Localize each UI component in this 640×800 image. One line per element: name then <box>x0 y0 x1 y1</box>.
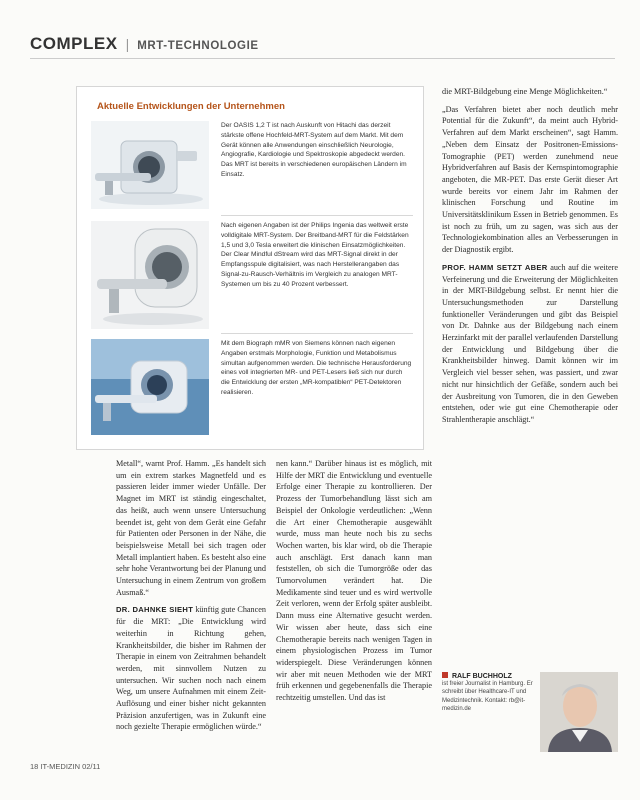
paragraph-text: „Das Verfahren bietet aber noch deutlich mehr Potential für die Zukunft“, da meint auch Hybrid-Verfahren auf dem Markt erscheinen“, sagt Hamm. „Neben dem Einsatz der Positronen-Emissions-Tomographie (PET) werden zunehmend neue Hybridverfahren auf Basis der Kernspintomographie angeboten, die MR-PET. Das erste Gerät dieser Art wurde bereits vor einem Jahr im Rahmen der klinischen Forschung und Routine im Universitätsklinikum Essen in Betrieb genommen. Es ist noch zu früh, um zu sagen, was sich aus der Technologiekombination alles an Verbesserungen in der Diagnostik ergibt. <box>442 104 618 255</box>
text-column-1 <box>116 458 266 739</box>
paragraph-text: auch auf die weitere Verfeinerung und die Erweiterung der Möglichkeiten in der MRT-Bildgebung selbst. Er nennt hier die Untersuchungsmethoden zur Darstellung funktioneller Veränderungen und gibt das Beispiel von Dr. Dahnke aus der Bildgebung nach einem Herzinfarkt mit der parallel verlaufenden Darstellung der Entwicklung und Bildgebung über die Krankheitsbilder hinweg. Damit können wir im Vergleich viel besser sehen, was passiert, und zwar nicht nur hinsichtlich der Gefäße, sondern auch bei der Ausbreitung von Tumoren, die in den Geweben entstehen, oder wie gut eine Chemotherapie oder Strahlentherapie anschlägt.“ <box>442 262 619 424</box>
text-column-3 <box>442 86 618 432</box>
paragraph-lead: DR. DAHNKE SIEHT <box>116 605 194 615</box>
entry-divider <box>221 215 413 216</box>
paragraph-lead: PROF. HAMM SETZT ABER <box>442 262 548 272</box>
infobox-title: Aktuelle Entwicklungen der Unternehmen <box>97 101 285 112</box>
paragraph-text: künftig gute Chancen für die MRT: „Die Entwicklung wird weiterhin in Richtung gehen, Krankheitsbilder, die bisher im Rahmen der Therapie in einem von Zeitrahmen behandelt werden, mit sinnvollem Nutzen zu untersuchen. Wir suchen noch nach einem Weg, um unsere Aufnahmen mit einem Zeit-Auflösung und einer bisher nicht gekannten Präzision anzufertigen, was in Zukunft eine noch gezielte Therapie ermöglichen würde.“ <box>116 605 266 732</box>
paragraph-text: Metall“, warnt Prof. Hamm. „Es handelt sich um ein extrem starkes Magnetfeld und es passieren leider immer wieder Unfälle. Der Magnet im MRT ist ständig eingeschaltet, das heißt, auch wenn unsere Untersuchung beendet ist, geht von dem Gerät eine Gefahr für Patienten oder Personen in der Nähe, die beispielsweise Metall bei sich tragen oder Metall implantiert haben. Es besteht also eine sehr hohe Verantwortung bei der Planung und Untersuchung in einem Zentrum von großem Ausmaß.“ <box>116 459 266 597</box>
header-rule <box>30 58 615 59</box>
paragraph <box>442 86 618 98</box>
paragraph <box>116 458 266 598</box>
mri-scanner-image <box>91 221 209 329</box>
paragraph <box>276 458 432 704</box>
pet-mri-scanner-image <box>91 339 209 435</box>
paragraph <box>116 604 266 733</box>
author-portrait <box>540 672 618 752</box>
author-box <box>442 672 620 752</box>
header-separator: | <box>125 36 130 52</box>
infobox-entry-text: Der OASIS 1,2 T ist nach Auskunft von Hitachi das derzeit stärkste offene Hochfeld-MRT-System auf dem Markt. Mit dem Gerät können alle Anwendungen einschließlich Neurologie, Angiografie, Kardiologie und Spektroskopie abgedeckt werden. Das MRT ist bereits in verschiedenen europäischen Ländern im Einsatz. <box>221 122 407 178</box>
bullet-square-icon <box>442 672 448 678</box>
paragraph-text: die MRT-Bildgebung eine Menge Möglichkeiten.“ <box>442 87 608 96</box>
infobox-entry-text: Nach eigenen Angaben ist der Philips Ingenia das weltweit erste volldigitale MRT-System. Der Breitband-MRT für die Feldstärken 1,5 und 3,0 Tesla erweitert die klinischen Einsatzmöglichkeiten. Der Clear Mindful dStream wird das MRT-Signal direkt in der Empfangsspule digitalisiert, was nach Herstellerangaben das Signal-zu-Rausch-Verhältnis im Vergleich zu analogen MRT-Systemen um bis zu 40 Prozent verbessert. <box>221 222 409 288</box>
entry-divider <box>221 333 413 334</box>
paragraph <box>442 104 618 256</box>
page-header <box>30 34 259 54</box>
infobox-entry-hitachi <box>91 121 413 211</box>
page-footer: 18 IT-MEDIZIN 02/11 <box>30 762 101 771</box>
section-title: COMPLEX <box>30 34 118 53</box>
author-name: RALF BUCHHOLZ <box>452 673 512 680</box>
paragraph <box>442 262 618 426</box>
text-column-2 <box>276 458 432 710</box>
infobox-entry-siemens <box>91 339 413 439</box>
author-bio: ist freier Journalist in Hamburg. Er schreibt über Healthcare-IT und Medizintechnik. Kontakt: rb@it-medizin.de <box>442 681 533 712</box>
topic-title: MRT-TECHNOLOGIE <box>137 40 259 52</box>
mri-scanner-image <box>91 121 209 209</box>
infobox <box>76 86 424 450</box>
infobox-entry-text: Mit dem Biograph mMR von Siemens können nach eigenen Angaben erstmals Morphologie, Funktion und Metabolismus simultan aufgenommen werden. Die technische Herausforderung eines voll integrierten MR- und PET-Lesers ließ sich nur durch die Entwicklung der ersten „MR-kompatiblen“ PET-Detektoren realisieren. <box>221 340 412 396</box>
infobox-entry-philips <box>91 221 413 331</box>
paragraph-text: nen kann.“ Darüber hinaus ist es möglich, mit Hilfe der MRT die Entwicklung und eventuelle Erfolge einer Therapie zu kontrollieren. Der Prozess der Tumorbehandlung lässt sich am Beispiel der Onkologie verdeutlichen: „Wenn die Art einer Chemotherapie ausgewählt wurde, muss man heute noch bis zu sechs Wochen warten, bis klar wird, ob die Therapie auch anschlägt. Erst danach kann man feststellen, ob sich die Tumorgröße oder das Tumorvolumen verändert hat. Die Medikamente sind teuer und es wird wertvolle Zeit verloren, wenn der Erfolg später ausbleibt. Dann muss eine Alternative gesucht werden. Wir wissen aber heute, dass sich eine Chemotherapie bereits nach wenigen Tagen in einem physiologischen Prozess im Tumor widerspiegelt. Diese Veränderungen können wir aber mit neuen Methoden wie der MRT früh erkennen und gegebenenfalls die Therapie rechtzeitig umstellen. Und das ist <box>276 459 432 703</box>
